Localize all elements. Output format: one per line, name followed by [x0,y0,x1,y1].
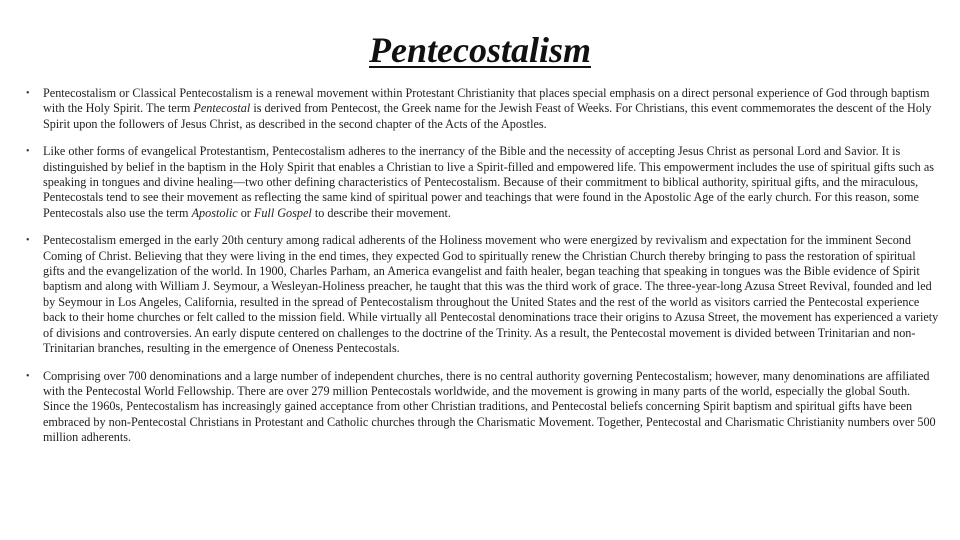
paragraph-text: Pentecostalism or Classical Pentecostalism is a renewal movement within Protestant Christianity that places special emphasis on a direct personal experience of God through baptism with the Holy Spirit. The term [43,86,930,116]
bullet-paragraph-2 [26,144,940,221]
bullet-dot-icon: • [26,235,30,247]
paragraph-text: Like other forms of evangelical Protestantism, Pentecostalism adheres to the inerrancy of the Bible and the necessity of accepting Jesus Christ as personal Lord and Savior. It is distinguished by belief in the baptism in the Holy Spirit that enables a Christian to live a Spirit-filled and empowered life. This empowerment includes the use of spiritual gifts such as speaking in tongues and divine healing—two other defining characteristics of Pentecostalism. Because of their commitment to biblical authority, spiritual gifts, and the miraculous, Pentecostals tend to see their movement as reflecting the same kind of spiritual power and teachings that were found in the Apostolic Age of the early church. For this reason, some Pentecostals also use the term [43,144,934,220]
italic-term-pentecostal: Pentecostal [193,101,251,116]
bullet-dot-icon: • [26,370,30,382]
paragraph-text: Pentecostalism emerged in the early 20th century among radical adherents of the Holiness movement who were energized by revivalism and expectation for the imminent Second Coming of Christ. Believing that they were living in the end times, they expected God to spiritually renew the Christian Church thereby bringing to pass the restoration of spiritual gifts and the evangelization of the world. In 1900, Charles Parham, an America evangelist and faith healer, began teaching that speaking in tongues was the Bible evidence of Spirit baptism and along with William J. Seymour, a Wesleyan-Holiness preacher, he taught that this was the third work of grace. The three-year-long Azusa Street Revival, founded and led by Seymour in Los Angeles, California, resulted in the spread of Pentecostalism throughout the United States and the rest of the world as visitors carried the Pentecostal experience back to their home churches or felt called to the mission field. While virtually all Pentecostal denominations trace their origins to Azusa Street, the movement has experienced a variety of divisions and controversies. An early dispute centered on challenges to the doctrine of the Trinity. As a result, the Pentecostal movement is divided between Trinitarian and non-Trinitarian branches, resulting in the emergence of Oneness Pentecostals. [43,233,939,356]
italic-term-full-gospel: Full Gospel [253,205,312,220]
bullet-paragraph-4 [26,369,940,446]
bullet-paragraph-3 [26,233,940,356]
paragraph-text: is derived from Pentecost, the Greek name for the Jewish Feast of Weeks. For Christians, this event commemorates the descent of the Holy Spirit upon the followers of Jesus Christ, as described in the second chapter of the Acts of the Apostles. [43,101,932,131]
bullet-dot-icon: • [26,88,30,99]
paragraph-text: or [237,205,254,220]
paragraph-text: to describe their movement. [311,205,451,220]
page-title: Pentecostalism [369,30,591,70]
bullet-list [26,86,940,458]
italic-term-apostolic: Apostolic [191,205,238,220]
paragraph-text: Comprising over 700 denominations and a large number of independent churches, there is no central authority governing Pentecostalism; however, many denominations are affiliated with the Pentecostal World Fellowship. There are over 279 million Pentecostals worldwide, and the movement is growing in many parts of the world, especially the global South. Since the 1960s, Pentecostalism has increasingly gained acceptance from other Christian traditions, and Pentecostal beliefs concerning Spirit baptism and spiritual gifts have been embraced by non-Pentecostal Christians in Protestant and Catholic churches through the Charismatic Movement. Together, Pentecostal and Charismatic Christianity numbers over 500 million adherents. [43,368,936,445]
bullet-paragraph-1 [26,86,940,132]
bullet-dot-icon: • [26,146,30,158]
